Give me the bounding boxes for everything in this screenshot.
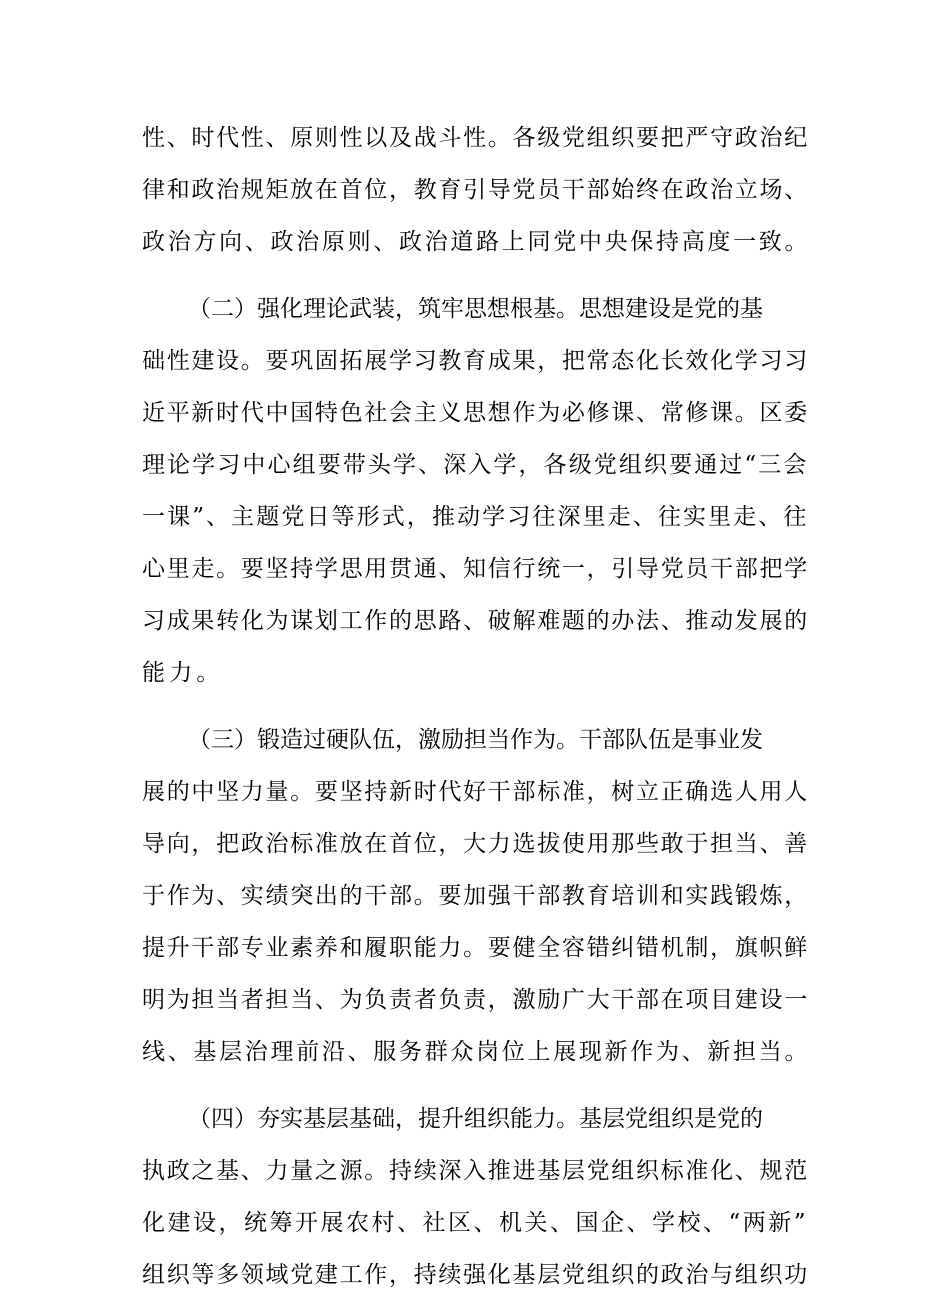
- paragraph-line: 础性建设。要巩固拓展学习教育成果，把常态化长效化学习习: [142, 348, 809, 374]
- paragraph-line: 近平新时代中国特色社会主义思想作为必修课、常修课。区委: [142, 400, 809, 426]
- paragraph-line: 明为担当者担当、为负责者负责，激励广大干部在项目建设一: [142, 987, 809, 1013]
- paragraph-line: 一课”、主题党日等形式，推动学习往深里走、往实里走、往: [142, 504, 809, 530]
- paragraph-heading-line: （四）夯实基层基础，提升组织能力。基层党组织是党的: [188, 1106, 763, 1132]
- paragraph-line: 能力。: [142, 660, 224, 686]
- paragraph-line: 习成果转化为谋划工作的思路、破解难题的办法、推动发展的: [142, 608, 809, 634]
- paragraph-line: 组织等多领域党建工作，持续强化基层党组织的政治与组织功: [142, 1262, 809, 1288]
- paragraph-line: 执政之基、力量之源。持续深入推进基层党组织标准化、规范: [142, 1158, 809, 1184]
- paragraph-line: 心里走。要坚持学思用贯通、知信行统一，引导党员干部把学: [142, 556, 809, 582]
- paragraph-line: 性、时代性、原则性以及战斗性。各级党组织要把严守政治纪: [142, 125, 809, 151]
- paragraph-heading-line: （二）强化理论武装，筑牢思想根基。思想建设是党的基: [188, 296, 763, 322]
- paragraph-line: 提升干部专业素养和履职能力。要健全容错纠错机制，旗帜鲜: [142, 935, 809, 961]
- paragraph-line: 于作为、实绩突出的干部。要加强干部教育培训和实践锻炼，: [142, 883, 809, 909]
- document-body: [142, 120, 811, 1288]
- paragraph-line: 理论学习中心组要带头学、深入学，各级党组织要通过“三会: [142, 452, 809, 478]
- paragraph-line: 展的中坚力量。要坚持新时代好干部标准，树立正确选人用人: [142, 779, 809, 805]
- paragraph-line: 线、基层治理前沿、服务群众岗位上展现新作为、新担当。: [142, 1039, 811, 1065]
- paragraph-line: 政治方向、政治原则、政治道路上同党中央保持高度一致。: [142, 229, 811, 255]
- paragraph-line: 律和政治规矩放在首位，教育引导党员干部始终在政治立场、: [142, 177, 809, 203]
- paragraph-line: 导向，把政治标准放在首位，大力选拔使用那些敢于担当、善: [142, 831, 809, 857]
- paragraph-line: 化建设，统筹开展农村、社区、机关、国企、学校、“两新”: [142, 1210, 809, 1236]
- paragraph-heading-line: （三）锻造过硬队伍，激励担当作为。干部队伍是事业发: [188, 727, 763, 753]
